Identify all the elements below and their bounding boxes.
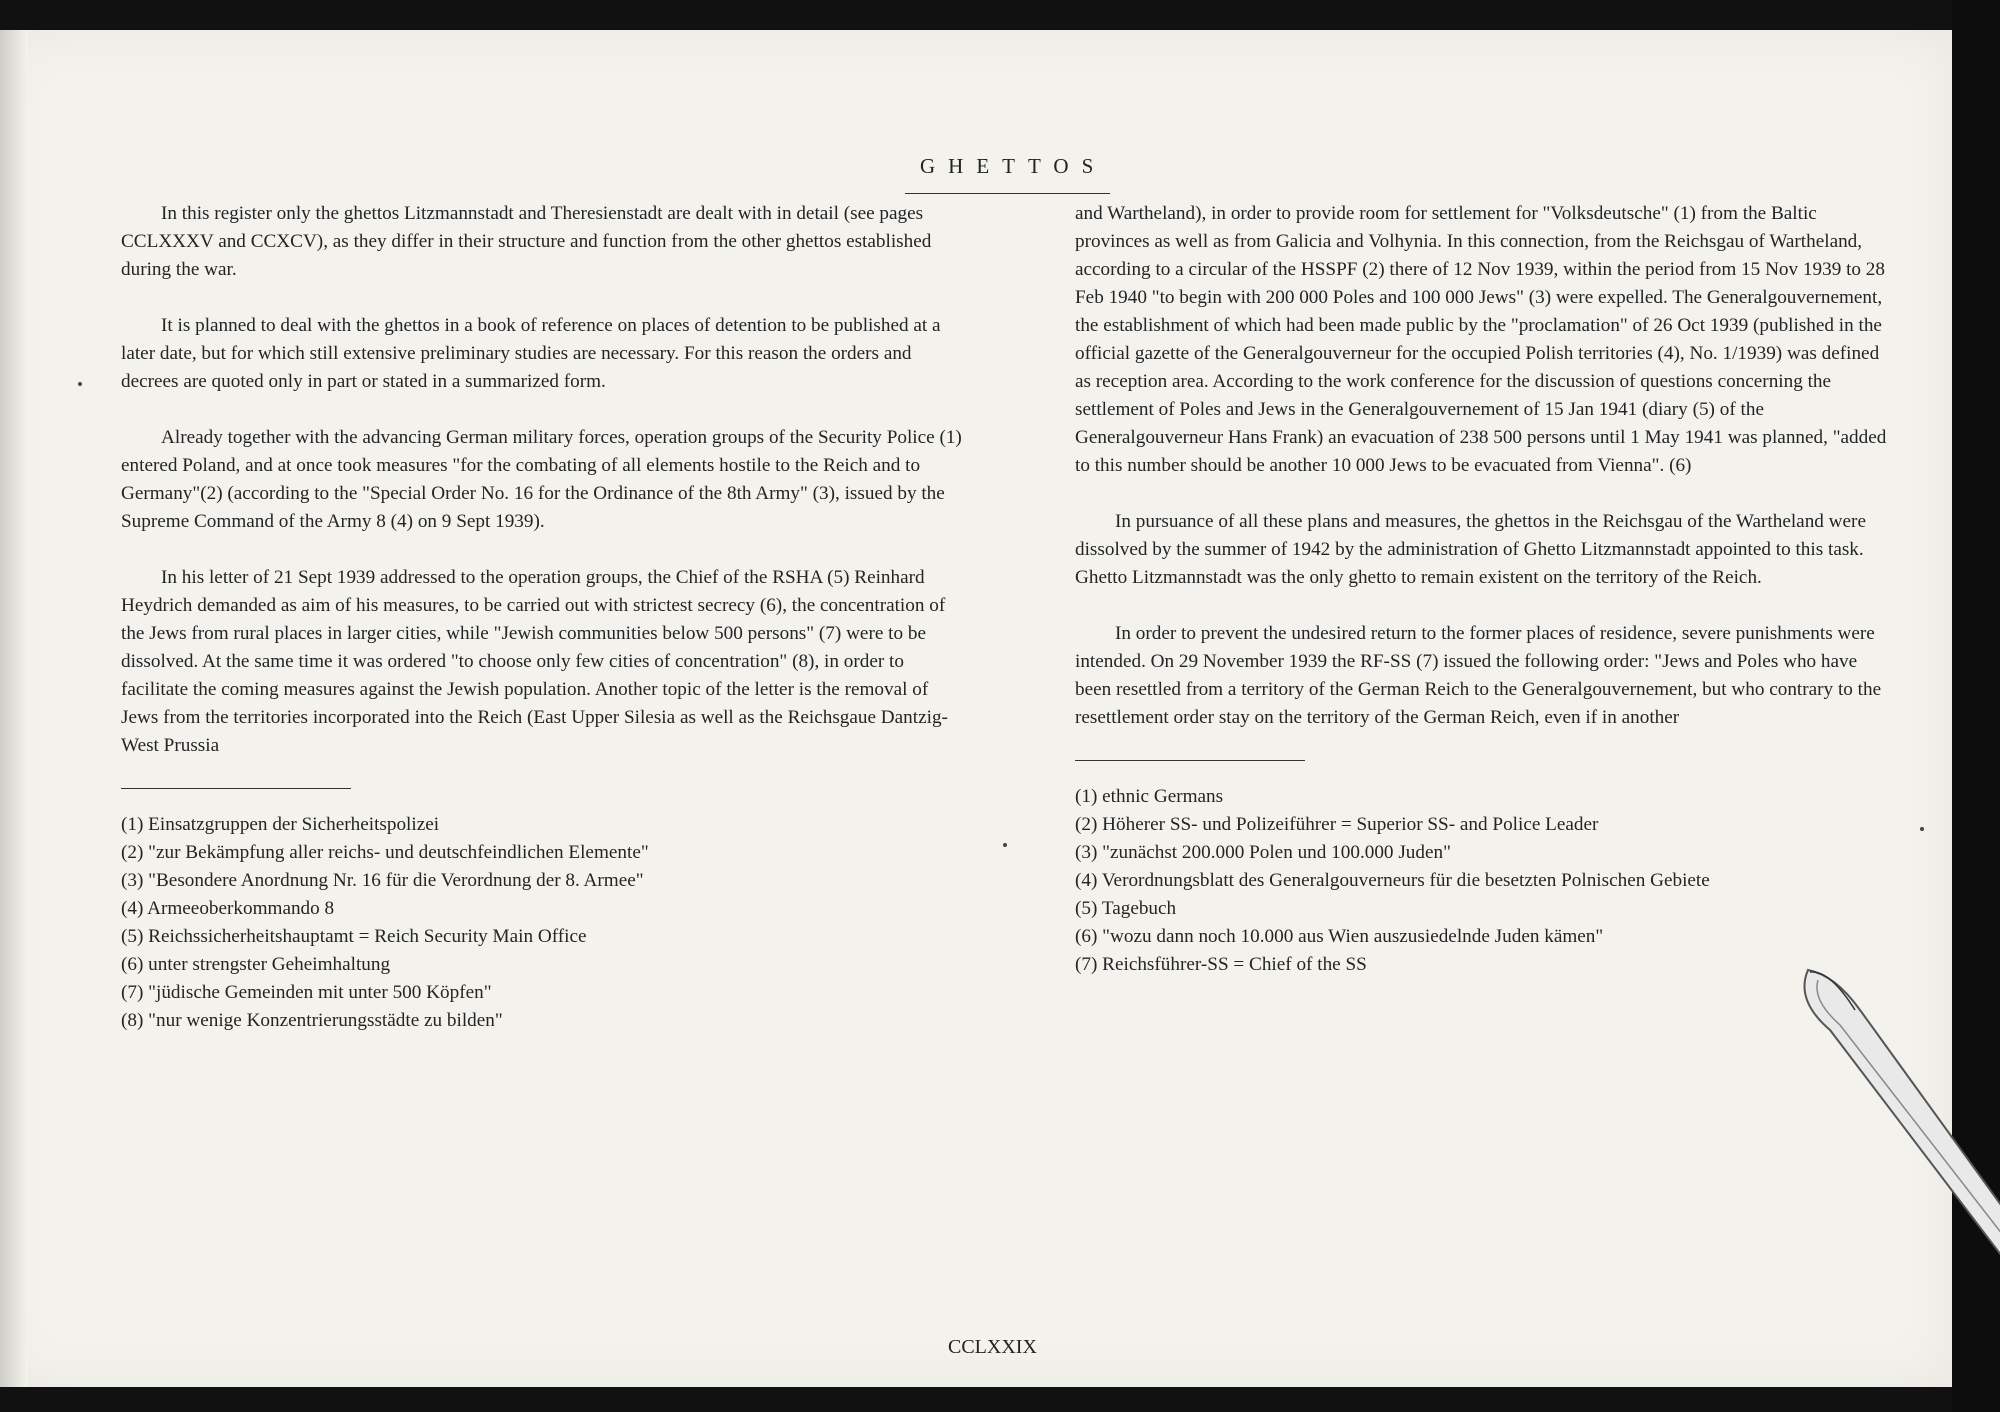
document-page bbox=[0, 30, 1952, 1387]
footnote: (1) Einsatzgruppen der Sicherheitspolizei bbox=[121, 814, 440, 835]
page-number: CCLXXIX bbox=[948, 1336, 1037, 1358]
left-paragraph-2: It is planned to deal with the ghettos in a book of reference on places of detention to be published at a later date, but for which still extensive preliminary studies are necessary. For this reason the orders and decrees are quoted only in part or stated in a summarized form. bbox=[121, 315, 941, 392]
footnote: (2) "zur Bekämpfung aller reichs- und deutschfeindlichen Elemente" bbox=[121, 842, 649, 863]
footnote: (3) "Besondere Anordnung Nr. 16 für die Verordnung der 8. Armee" bbox=[121, 870, 644, 891]
left-paragraph-1: In this register only the ghettos Litzmannstadt and Theresienstadt are dealt with in detail (see pages CCLXXXV and CCXCV), as they differ in their structure and function from the other ghettos established during the war. bbox=[121, 203, 932, 280]
left-column bbox=[121, 200, 966, 1035]
footnote: (1) ethnic Germans bbox=[1075, 786, 1224, 807]
stray-mark bbox=[1003, 843, 1007, 847]
right-paragraph-1: and Wartheland), in order to provide room for settlement for "Volksdeutsche" (1) from the Baltic provinces as well as from Galicia and Volhynia. In this connection, from the Reichsgau of Wartheland, according to a circular of the HSSPF (2) there of 12 Nov 1939, within the period from 15 Nov 1939 to 28 Feb 1940 "to begin with 200 000 Poles and 100 000 Jews" (3) were expelled. The Generalgouvernement, the establishment of which had been made public by the "proclamation" of 26 Oct 1939 (published in the official gazette of the Generalgouverneur for the occupied Polish territories (4), No. 1/1939) was defined as reception area. According to the work conference for the discussion of questions concerning the settlement of Poles and Jews in the Generalgouvernement of 15 Jan 1941 (diary (5) of the Generalgouverneur Hans Frank) an evacuation of 238 500 persons until 1 May 1941 was planned, "added to this number should be another 10 000 Jews to be evacuated from Vienna". (6) bbox=[1075, 203, 1887, 476]
footnote: (4) Armeeoberkommando 8 bbox=[121, 898, 335, 919]
footnote: (8) "nur wenige Konzentrierungsstädte zu bilden" bbox=[121, 1010, 503, 1031]
footnote: (2) Höherer SS- und Polizeiführer = Superior SS- and Police Leader bbox=[1075, 814, 1599, 835]
stray-mark bbox=[1920, 827, 1924, 831]
footnote: (5) Reichssicherheitshauptamt = Reich Security Main Office bbox=[121, 926, 587, 947]
footnote: (6) "wozu dann noch 10.000 aus Wien auszusiedelnde Juden kämen" bbox=[1075, 926, 1604, 947]
left-footnotes bbox=[121, 811, 966, 1035]
left-paragraph-3: Already together with the advancing German military forces, operation groups of the Security Police (1) entered Poland, and at once took measures "for the combating of all elements hostile to the Reich and to Germany"(2) (according to the "Special Order No. 16 for the Ordinance of the 8th Army" (3), issued by the Supreme Command of the Army 8 (4) on 9 Sept 1939). bbox=[121, 427, 962, 532]
right-footnotes bbox=[1075, 783, 1895, 979]
footnote: (5) Tagebuch bbox=[1075, 898, 1177, 919]
title-underline bbox=[905, 193, 1110, 194]
footnote: (7) "jüdische Gemeinden mit unter 500 Köpfen" bbox=[121, 982, 492, 1003]
footnote: (7) Reichsführer-SS = Chief of the SS bbox=[1075, 954, 1367, 975]
stray-mark bbox=[78, 382, 82, 386]
footnote: (4) Verordnungsblatt des Generalgouverneurs für die besetzten Polnischen Gebiete bbox=[1075, 870, 1710, 891]
footnote: (3) "zunächst 200.000 Polen und 100.000 Juden" bbox=[1075, 842, 1451, 863]
left-paragraph-4: In his letter of 21 Sept 1939 addressed to the operation groups, the Chief of the RSHA (5) Reinhard Heydrich demanded as aim of his measures, to be carried out with strictest secrecy (6), the concentration of the Jews from rural places in larger cities, while "Jewish communities below 500 persons" (7) were to be dissolved. At the same time it was ordered "to choose only few cities of concentration" (8), in order to facilitate the coming measures against the Jewish population. Another topic of the letter is the removal of Jews from the territories incorporated into the Reich (East Upper Silesia as well as the Reichsgaue Dantzig-West Prussia bbox=[121, 567, 948, 756]
right-paragraph-2: In pursuance of all these plans and measures, the ghettos in the Reichsgau of the Wartheland were dissolved by the summer of 1942 by the administration of Ghetto Litzmannstadt appointed to this task. Ghetto Litzmannstadt was the only ghetto to remain existent on the territory of the Reich. bbox=[1075, 511, 1866, 588]
page-spine-shadow bbox=[0, 30, 28, 1387]
right-footnote-rule bbox=[1075, 760, 1305, 761]
right-paragraph-3: In order to prevent the undesired return to the former places of residence, severe punishments were intended. On 29 November 1939 the RF-SS (7) issued the following order: "Jews and Poles who have been resettled from a territory of the German Reich to the Generalgouvernement, but who contrary to the resettlement order stay on the territory of the German Reich, even if in another bbox=[1075, 623, 1882, 728]
right-column bbox=[1075, 200, 1895, 979]
left-footnote-rule bbox=[121, 788, 351, 789]
footnote: (6) unter strengster Geheimhaltung bbox=[121, 954, 391, 975]
page-title: GHETTOS bbox=[920, 154, 1107, 178]
scanner-edge bbox=[1952, 0, 2000, 1412]
